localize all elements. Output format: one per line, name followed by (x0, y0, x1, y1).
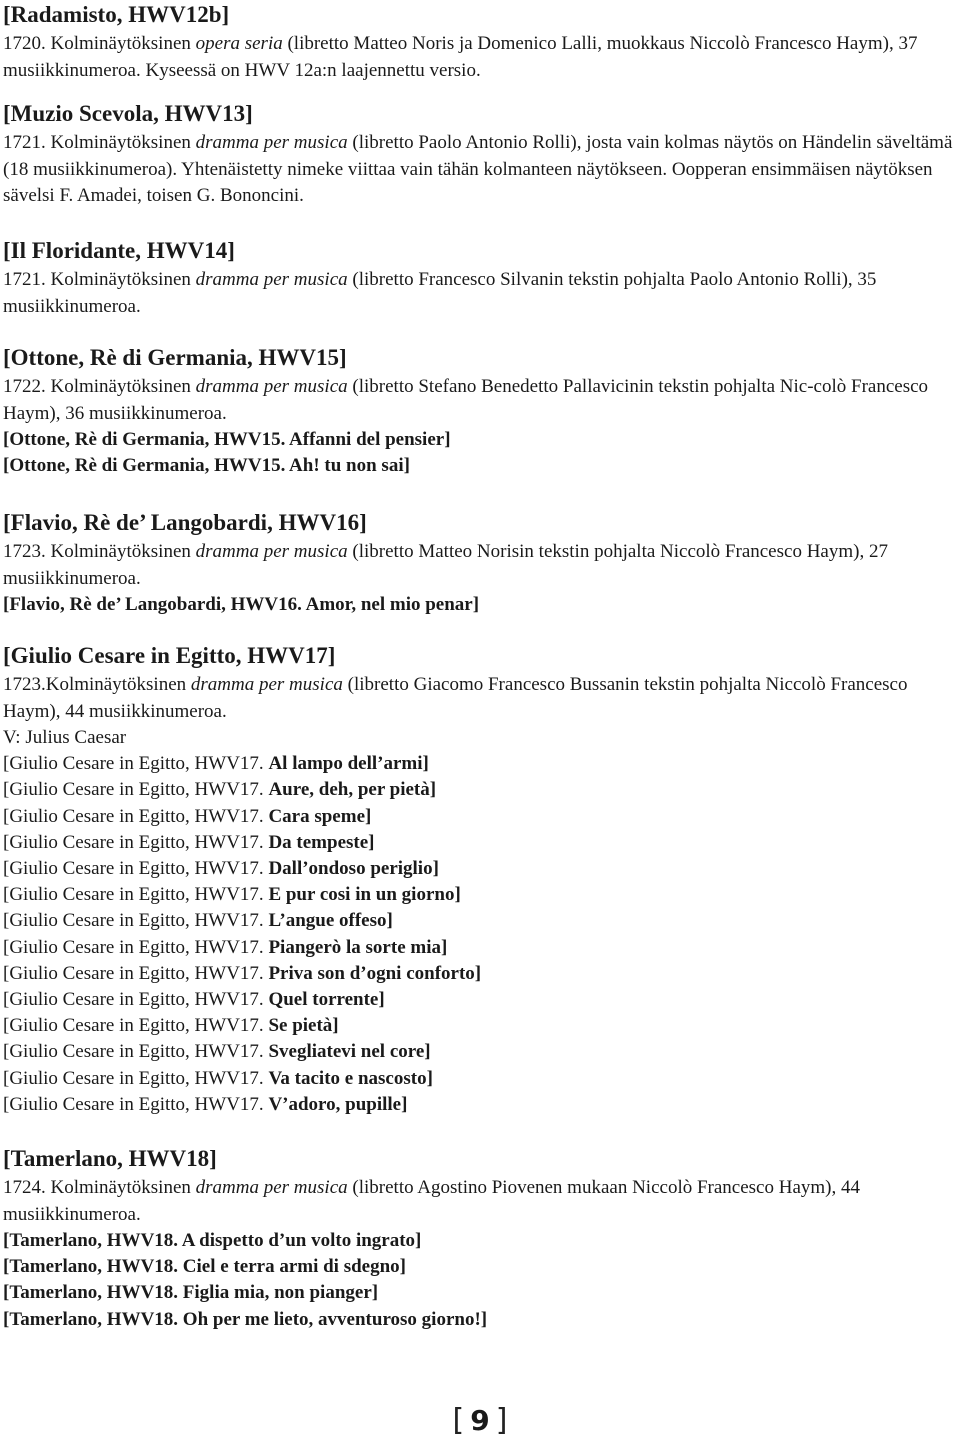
entry-heading: [Tamerlano, HWV18] (3, 1146, 217, 1171)
entry-year: 1721. (3, 132, 46, 153)
entry-heading: [Flavio, Rè de’ Langobardi, HWV16] (3, 510, 367, 535)
page-number-value: 9 (470, 1404, 490, 1437)
entry-year: 1723. (3, 541, 46, 562)
entry-text: (libretto Stefano Benedetto Pallavicinin tekstin pohjalta Nic-colò Francesco Haym), 36 musiikkinumeroa. (3, 376, 929, 424)
entry-muzio-scevola (3, 101, 955, 210)
entry-kind: Kolminäytöksinen (45, 33, 196, 54)
aria-title: Quel torrente] (268, 989, 385, 1011)
entry-genre: opera seria (195, 33, 283, 54)
entry-text: (libretto Paolo Antonio Rolli), josta vain kolmas näytös on Händelin säveltämä (18 musiikkinumeroa). Yhtenäistetty nimeke viittaa vain tähän kolmanteen näytökseen. Oopperan ensimmäisen näytöksen sävelsi F. Amadei, toisen G. Bononcini. (3, 132, 953, 206)
entry-heading: [Giulio Cesare in Egitto, HWV17] (3, 643, 336, 668)
aria-entry (3, 961, 955, 987)
entry-kind: Kolminäytöksinen (45, 376, 196, 397)
aria-entry (3, 1092, 955, 1118)
entry-genre: dramma per musica (195, 1177, 348, 1198)
entry-description (3, 374, 955, 427)
aria-entry (3, 882, 955, 908)
aria-work-prefix: [Giulio Cesare in Egitto, HWV17. (3, 910, 269, 932)
entry-heading: [Radamisto, HWV12b] (3, 2, 230, 27)
entry-year: 1721. (3, 269, 46, 290)
entry-genre: dramma per musica (195, 132, 348, 153)
aria-entry (3, 908, 955, 934)
entry-year: 1720. (3, 33, 46, 54)
aria-entry: [Tamerlano, HWV18. Figlia mia, non pianger] (3, 1282, 379, 1304)
entry-year: 1723. (3, 674, 46, 695)
aria-entry: [Tamerlano, HWV18. A dispetto d’un volto ingrato] (3, 1230, 422, 1251)
entry-kind: Kolminäytöksinen (45, 269, 196, 290)
entry-il-floridante (3, 238, 955, 320)
entry-kind: Kolminäytöksinen (45, 1177, 196, 1198)
aria-title: Da tempeste] (268, 831, 375, 853)
entry-description (3, 1175, 955, 1228)
aria-title: Va tacito e nascosto] (268, 1067, 433, 1089)
aria-work-prefix: [Giulio Cesare in Egitto, HWV17. (3, 753, 269, 775)
aria-entry (3, 1013, 955, 1039)
aria-entry: [Tamerlano, HWV18. Oh per me lieto, avventuroso giorno!] (3, 1308, 488, 1330)
page-number-close-bracket: ] (495, 1403, 508, 1438)
entry-genre: dramma per musica (195, 269, 348, 290)
entry-description (3, 267, 955, 320)
entry-genre: dramma per musica (195, 376, 348, 397)
entry-year: 1724. (3, 1177, 46, 1198)
entry-text: (libretto Agostino Piovenen mukaan Niccolò Francesco Haym), 44 musiikkinumeroa. (3, 1177, 861, 1225)
page-number-open-bracket: [ (452, 1403, 465, 1438)
entry-genre: dramma per musica (195, 541, 348, 562)
entry-description (3, 672, 955, 725)
aria-work-prefix: [Giulio Cesare in Egitto, HWV17. (3, 962, 269, 984)
aria-work-prefix: [Giulio Cesare in Egitto, HWV17. (3, 858, 269, 880)
aria-entry (3, 830, 955, 856)
aria-title: L’angue offeso] (268, 910, 393, 932)
aria-title: Svegliatevi nel core] (268, 1041, 431, 1063)
aria-title: Cara speme] (268, 805, 372, 827)
aria-work-prefix: [Giulio Cesare in Egitto, HWV17. (3, 1093, 269, 1115)
aria-title: Aure, deh, per pietà] (268, 779, 437, 801)
aria-entry: [Ottone, Rè di Germania, HWV15. Ah! tu non sai] (3, 455, 410, 477)
aria-entry (3, 987, 955, 1013)
entry-heading: [Muzio Scevola, HWV13] (3, 101, 253, 126)
aria-list (3, 751, 955, 1118)
aria-entry: [Tamerlano, HWV18. Ciel e terra armi di sdegno] (3, 1256, 406, 1278)
aria-work-prefix: [Giulio Cesare in Egitto, HWV17. (3, 1041, 269, 1063)
aria-work-prefix: [Giulio Cesare in Egitto, HWV17. (3, 779, 269, 801)
aria-title: Dall’ondoso periglio] (268, 858, 439, 880)
entry-description (3, 130, 955, 210)
aria-entry: [Ottone, Rè di Germania, HWV15. Affanni del pensier] (3, 429, 451, 450)
see-also-reference: V: Julius Caesar (3, 727, 127, 748)
entry-kind: Kolminäytöksinen (45, 541, 196, 562)
aria-title: Se pietà] (268, 1015, 339, 1037)
aria-entry (3, 751, 955, 777)
aria-title: V’adoro, pupille] (268, 1093, 408, 1115)
entry-text: (libretto Giacomo Francesco Bussanin tekstin pohjalta Niccolò Francesco Haym), 44 musiikkinumeroa. (3, 674, 908, 722)
aria-title: Priva son d’ogni conforto] (268, 962, 482, 984)
entry-tamerlano (3, 1146, 955, 1333)
aria-entry (3, 777, 955, 803)
entry-ottone (3, 345, 955, 479)
entry-heading: [Ottone, Rè di Germania, HWV15] (3, 345, 347, 370)
aria-work-prefix: [Giulio Cesare in Egitto, HWV17. (3, 831, 269, 853)
entry-genre: dramma per musica (190, 674, 343, 695)
entry-flavio (3, 510, 955, 618)
entry-kind: Kolminäytöksinen (45, 674, 191, 695)
aria-entry (3, 1039, 955, 1065)
aria-title: Piangerò la sorte mia] (268, 936, 448, 958)
entry-radamisto (3, 2, 955, 84)
aria-title: E pur cosi in un giorno] (268, 884, 461, 906)
entry-year: 1722. (3, 376, 46, 397)
aria-work-prefix: [Giulio Cesare in Egitto, HWV17. (3, 1067, 269, 1089)
entry-text: (libretto Francesco Silvanin tekstin pohjalta Paolo Antonio Rolli), 35 musiikkinumeroa. (3, 269, 877, 317)
aria-work-prefix: [Giulio Cesare in Egitto, HWV17. (3, 805, 269, 827)
aria-entry: [Flavio, Rè de’ Langobardi, HWV16. Amor, nel mio penar] (3, 594, 480, 615)
aria-work-prefix: [Giulio Cesare in Egitto, HWV17. (3, 989, 269, 1011)
entry-heading: [Il Floridante, HWV14] (3, 238, 235, 263)
entry-text: (libretto Matteo Noris ja Domenico Lalli, muokkaus Niccolò Francesco Haym), 37 musiikkinumeroa. Kyseessä on HWV 12a:n laajennettu versio. (3, 33, 918, 81)
aria-work-prefix: [Giulio Cesare in Egitto, HWV17. (3, 1015, 269, 1037)
aria-title: Al lampo dell’armi] (268, 753, 429, 775)
entry-giulio-cesare (3, 643, 955, 1118)
entry-description (3, 539, 955, 592)
aria-entry (3, 1066, 955, 1092)
aria-entry (3, 856, 955, 882)
entry-kind: Kolminäytöksinen (45, 132, 196, 153)
page-number (0, 1403, 960, 1438)
aria-entry (3, 935, 955, 961)
aria-entry (3, 804, 955, 830)
entry-description (3, 31, 955, 84)
aria-work-prefix: [Giulio Cesare in Egitto, HWV17. (3, 884, 269, 906)
entry-text: (libretto Matteo Norisin tekstin pohjalta Niccolò Francesco Haym), 27 musiikkinumeroa. (3, 541, 888, 589)
aria-work-prefix: [Giulio Cesare in Egitto, HWV17. (3, 936, 269, 958)
